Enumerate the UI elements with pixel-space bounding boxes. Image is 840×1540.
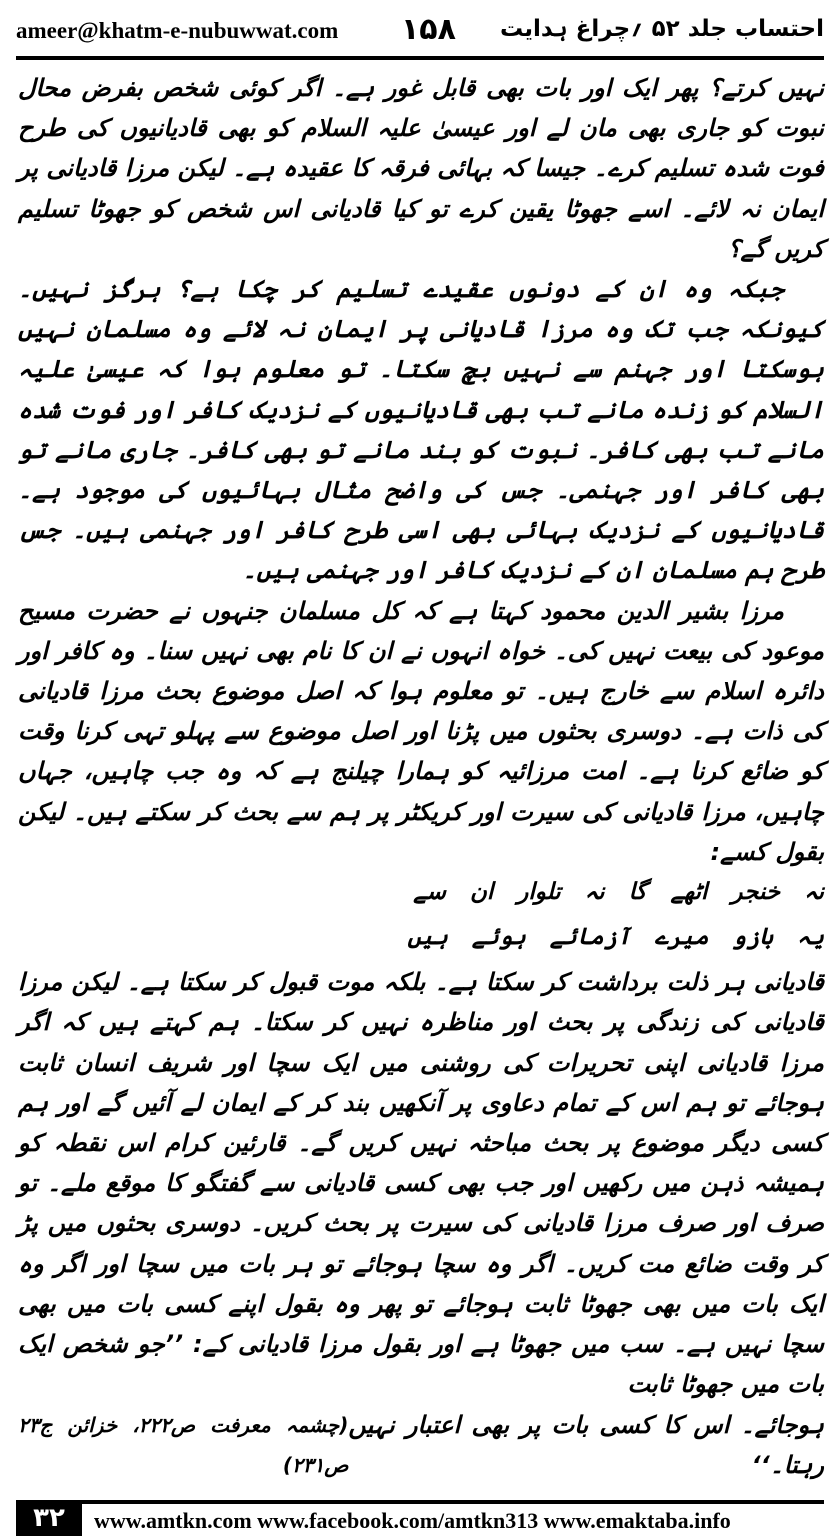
header-email: ameer@khatm-e-nubuwwat.com [16,18,339,43]
closing-line [18,1405,824,1485]
reference-citation: (چشمہ معرفت ص۲۲۲، خزائن ج۲۳ ص۲۳۱) [18,1412,349,1477]
page-footer [16,1498,824,1538]
footer-rule [16,1500,824,1504]
header-rule [16,56,824,60]
page-body [18,68,824,1485]
closing-quote-text: ہوجائے۔ اس کا کسی بات پر بھی اعتبار نہیں رہتا۔‘‘ [348,1410,824,1479]
paragraph-3: مرزا بشیر الدین محمود کہتا ہے کہ کل مسلمان جنہوں نے حضرت مسیح موعود کی بیعت نہیں کی۔ خواہ انہوں نے ان کا نام بھی نہیں سنا۔ وہ کافر اور دائرہ اسلام سے خارج ہیں۔ تو معلوم ہوا کہ اصل موضوع بحث مرزا قادیانی کی ذات ہے۔ دوسری بحثوں میں پڑنا اور اصل موضوع سے پہلو تہی کرنا وقت کو ضائع کرنا ہے۔ امت مرزائیہ کو ہمارا چیلنج ہے کہ وہ جب چاہیں، جہاں چاہیں، مرزا قادیانی کی سیرت اور کریکٹر پر ہم سے بحث کر سکتے ہیں۔ لیکن بقول کسے: [18,596,825,866]
footer-links: www.amtkn.com www.facebook.com/amtkn313 www.emaktaba.info [94,1508,731,1533]
footer-page-number: ۳۲ [16,1500,82,1536]
paragraph-1: نہیں کرتے؟ پھر ایک اور بات بھی قابل غور ہے۔ اگر کوئی شخص بفرض محال نبوت کو جاری بھی مان لے اور عیسیٰ علیہ السلام کو بھی قادیانیوں کی طرح فوت شدہ تسلیم کرے۔ جیسا کہ بہائی فرقہ کا عقیدہ ہے۔ لیکن مرزا قادیانی پر ایمان نہ لائے۔ اسے جھوٹا یقین کرے تو کیا قادیانی اس شخص کو جھوٹا تسلیم کریں گے؟ [18,74,824,263]
header-page-number: ۱۵۸ [401,12,456,47]
page-header [16,8,824,54]
verse-line-2: یہ بازو میرے آزمائے ہوئے ہیں [407,924,824,951]
paragraph-4: قادیانی ہر ذلت برداشت کر سکتا ہے۔ بلکہ موت قبول کر سکتا ہے۔ لیکن مرزا قادیانی کی زندگی پر بحث اور مناظرہ نہیں کر سکتا۔ ہم کہتے ہیں کہ اگر مرزا قادیانی اپنی تحریرات کی روشنی میں ایک سچا اور شریف انسان ثابت ہوجائے تو ہم اس کے تمام دعاوی پر آنکھیں بند کر کے ایمان لے آئیں گے اور ہم کسی دیگر موضوع پر بحث مباحثہ نہیں کریں گے۔ قارئین کرام اس نقطہ کو ہمیشہ ذہن میں رکھیں اور جب بھی کسی قادیانی سے گفتگو کا موقع ملے۔ تو صرف اور صرف مرزا قادیانی کی سیرت پر بحث کریں۔ دوسری بحثوں میں پڑ کر وقت ضائع مت کریں۔ اگر وہ سچا ہوجائے تو ہر بات میں سچا اور اگر وہ ایک بات میں بھی جھوٹا ثابت ہوجائے تو پھر وہ بقول اپنے کسی بات میں بھی سچا نہیں ہے۔ سب میں جھوٹا ہے اور بقول مرزا قادیانی کے: ’’جو شخص ایک بات میں جھوٹا ثابت [18,968,824,1399]
paragraph-2: جبکہ وہ ان کے دونوں عقیدے تسلیم کر چکا ہے؟ ہرگز نہیں۔ کیونکہ جب تک وہ مرزا قادیانی پر ایمان نہ لائے وہ مسلمان نہیں ہوسکتا اور جہنم سے نہیں بچ سکتا۔ تو معلوم ہوا کہ عیسیٰ علیہ السلام کو زندہ مانے تب بھی قادیانیوں کے نزدیک کافر اور فوت شدہ مانے تب بھی کافر۔ نبوت کو بند مانے تو بھی کافر۔ جاری مانے تو بھی کافر اور جہنمی۔ جس کی واضح مثال بہائیوں کی موجود ہے۔ قادیانیوں کے نزدیک بہائی بھی اسی طرح کافر اور جہنمی ہیں۔ جس طرح ہم مسلمان ان کے نزدیک کافر اور جہنمی ہیں۔ [18,275,824,585]
header-book-title: احتساب جلد ۵۲ ؍چراغ ہدایت [500,16,824,42]
verse-line-1: نہ خنجر اٹھے گا نہ تلوار ان سے [413,879,824,906]
